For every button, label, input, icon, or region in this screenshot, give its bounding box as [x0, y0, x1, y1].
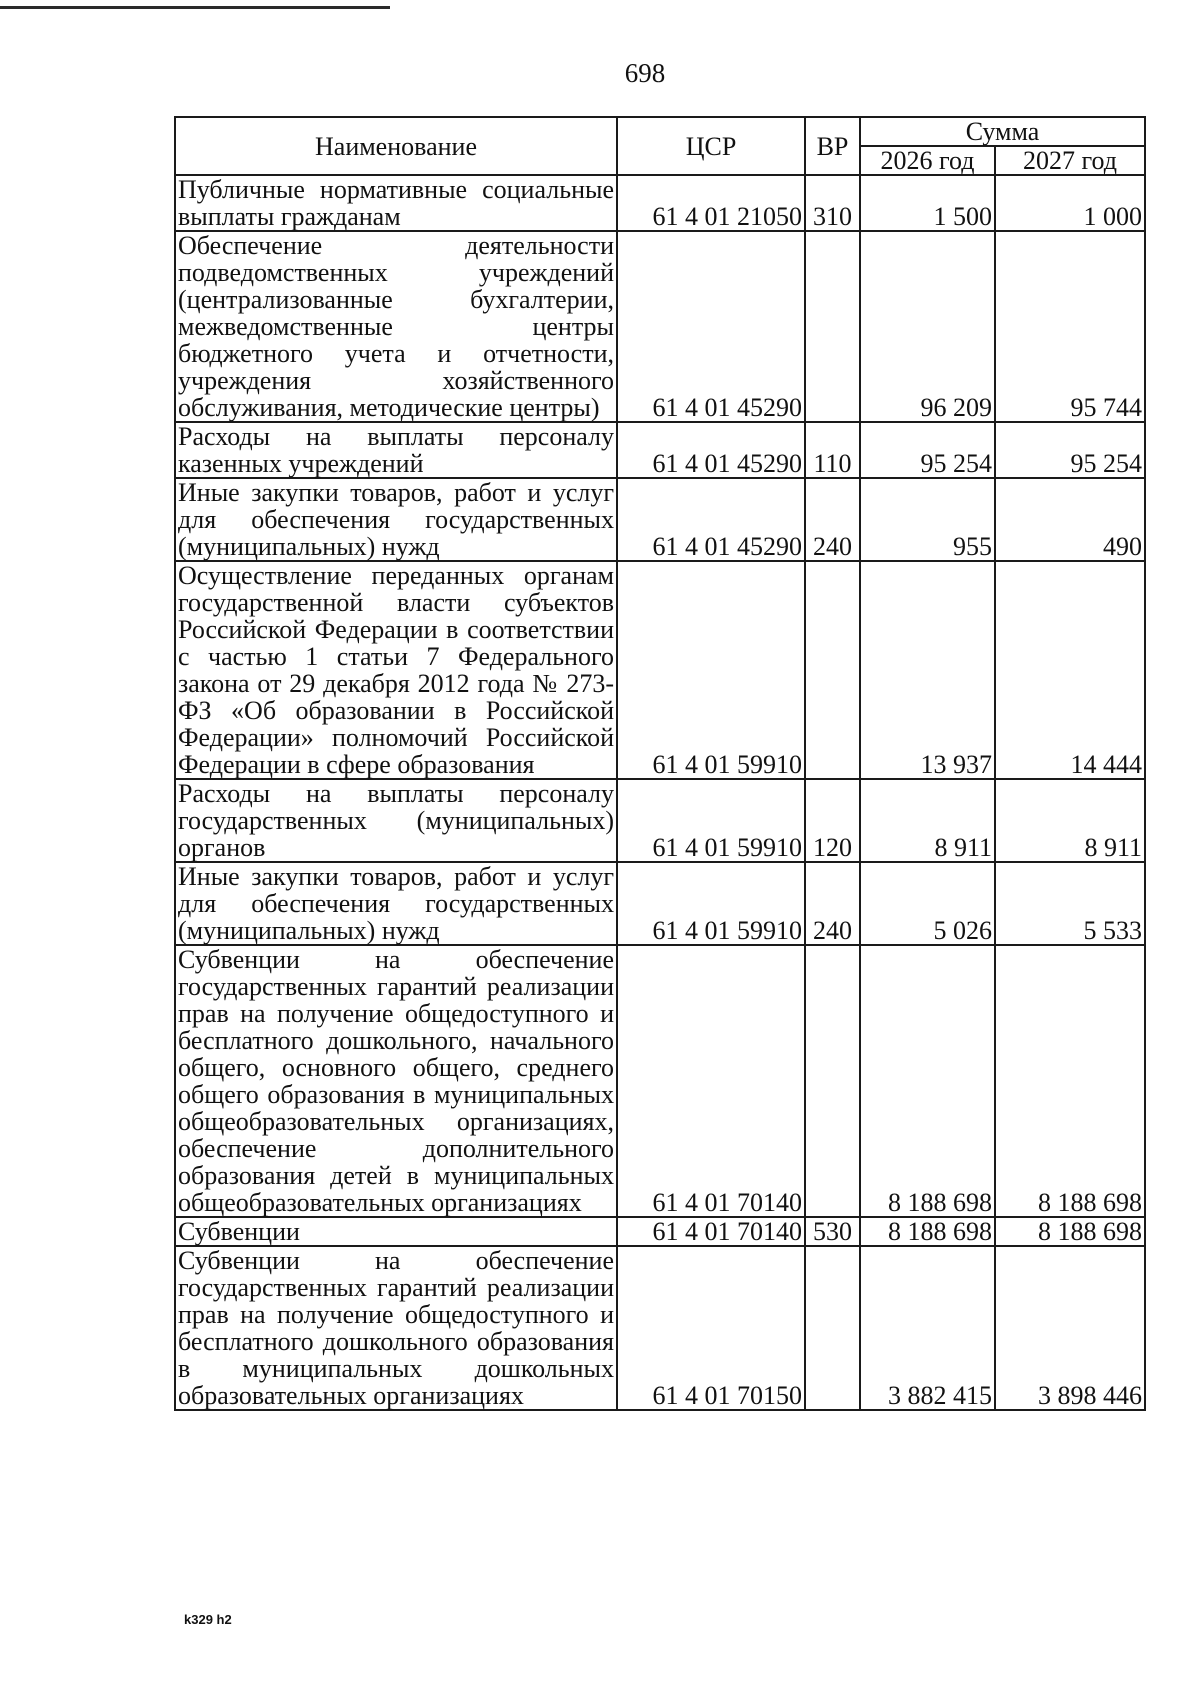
table-row	[175, 175, 1145, 231]
row-csr-cell: 61 4 01 45290	[617, 231, 805, 422]
row-amount-2027-cell: 95 744	[995, 231, 1145, 422]
row-vr-cell: 240	[805, 862, 860, 945]
row-csr-cell: 61 4 01 45290	[617, 478, 805, 561]
row-amount-2027-cell: 8 911	[995, 779, 1145, 862]
table-row	[175, 779, 1145, 862]
row-vr-cell: 530	[805, 1217, 860, 1246]
row-name-cell: Публичные нормативные социальные выплаты гражданам	[175, 175, 617, 231]
footer-code: k329 h2	[184, 1612, 232, 1627]
row-name-cell: Расходы на выплаты персоналу казенных учреждений	[175, 422, 617, 478]
row-csr-cell: 61 4 01 59910	[617, 862, 805, 945]
scan-edge-mark	[0, 6, 390, 9]
header-name: Наименование	[175, 117, 617, 175]
header-year-2027: 2027 год	[995, 146, 1145, 175]
row-amount-2027-cell: 1 000	[995, 175, 1145, 231]
row-vr-cell: 110	[805, 422, 860, 478]
table-row	[175, 231, 1145, 422]
row-name-cell: Расходы на выплаты персоналу государственных (муниципальных) органов	[175, 779, 617, 862]
row-csr-cell: 61 4 01 59910	[617, 561, 805, 779]
row-name-cell: Субвенции на обеспечение государственных гарантий реализации прав на получение общедоступного и бесплатного дошкольного, начального общего, основного общего, среднего общего образования в муниципальных общеобразовательных организациях, обеспечение дополнительного образования детей в муниципальных общеобразовательных организациях	[175, 945, 617, 1217]
row-csr-cell: 61 4 01 59910	[617, 779, 805, 862]
row-amount-2027-cell: 8 188 698	[995, 945, 1145, 1217]
row-amount-2026-cell: 8 911	[860, 779, 995, 862]
row-amount-2027-cell: 95 254	[995, 422, 1145, 478]
row-amount-2026-cell: 13 937	[860, 561, 995, 779]
row-vr-cell	[805, 945, 860, 1217]
table-row	[175, 862, 1145, 945]
row-amount-2026-cell: 96 209	[860, 231, 995, 422]
table-header	[175, 117, 1145, 175]
row-csr-cell: 61 4 01 70140	[617, 1217, 805, 1246]
table-row	[175, 1217, 1145, 1246]
row-amount-2027-cell: 8 188 698	[995, 1217, 1145, 1246]
budget-table	[174, 116, 1146, 1411]
row-amount-2026-cell: 8 188 698	[860, 1217, 995, 1246]
row-name-cell: Иные закупки товаров, работ и услуг для обеспечения государственных (муниципальных) нужд	[175, 478, 617, 561]
table-row	[175, 478, 1145, 561]
row-vr-cell	[805, 1246, 860, 1410]
row-name-cell: Субвенции на обеспечение государственных гарантий реализации прав на получение общедоступного и бесплатного дошкольного образования в муниципальных дошкольных образовательных организациях	[175, 1246, 617, 1410]
row-name-cell: Субвенции	[175, 1217, 617, 1246]
row-csr-cell: 61 4 01 21050	[617, 175, 805, 231]
table-body	[175, 175, 1145, 1410]
row-csr-cell: 61 4 01 70150	[617, 1246, 805, 1410]
row-vr-cell	[805, 231, 860, 422]
table-row	[175, 945, 1145, 1217]
row-csr-cell: 61 4 01 45290	[617, 422, 805, 478]
row-vr-cell: 240	[805, 478, 860, 561]
table-row	[175, 422, 1145, 478]
row-amount-2027-cell: 14 444	[995, 561, 1145, 779]
row-name-cell: Обеспечение деятельности подведомственных учреждений (централизованные бухгалтерии, межведомственные центры бюджетного учета и отчетности, учреждения хозяйственного обслуживания, методические центры)	[175, 231, 617, 422]
row-amount-2026-cell: 955	[860, 478, 995, 561]
row-name-cell: Осуществление переданных органам государственной власти субъектов Российской Федерации в соответствии с частью 1 статьи 7 Федерального закона от 29 декабря 2012 года № 273-ФЗ «Об образовании в Российской Федерации» полномочий Российской Федерации в сфере образования	[175, 561, 617, 779]
row-amount-2026-cell: 95 254	[860, 422, 995, 478]
table-row	[175, 1246, 1145, 1410]
header-year-2026: 2026 год	[860, 146, 995, 175]
table-row	[175, 561, 1145, 779]
row-amount-2027-cell: 3 898 446	[995, 1246, 1145, 1410]
row-amount-2026-cell: 1 500	[860, 175, 995, 231]
row-amount-2026-cell: 5 026	[860, 862, 995, 945]
row-amount-2026-cell: 8 188 698	[860, 945, 995, 1217]
row-amount-2026-cell: 3 882 415	[860, 1246, 995, 1410]
row-amount-2027-cell: 5 533	[995, 862, 1145, 945]
header-csr: ЦСР	[617, 117, 805, 175]
row-vr-cell: 310	[805, 175, 860, 231]
row-name-cell: Иные закупки товаров, работ и услуг для обеспечения государственных (муниципальных) нужд	[175, 862, 617, 945]
row-amount-2027-cell: 490	[995, 478, 1145, 561]
row-vr-cell: 120	[805, 779, 860, 862]
header-sum: Сумма	[860, 117, 1145, 146]
row-csr-cell: 61 4 01 70140	[617, 945, 805, 1217]
header-vr: ВР	[805, 117, 860, 175]
row-vr-cell	[805, 561, 860, 779]
page-number: 698	[624, 58, 666, 88]
